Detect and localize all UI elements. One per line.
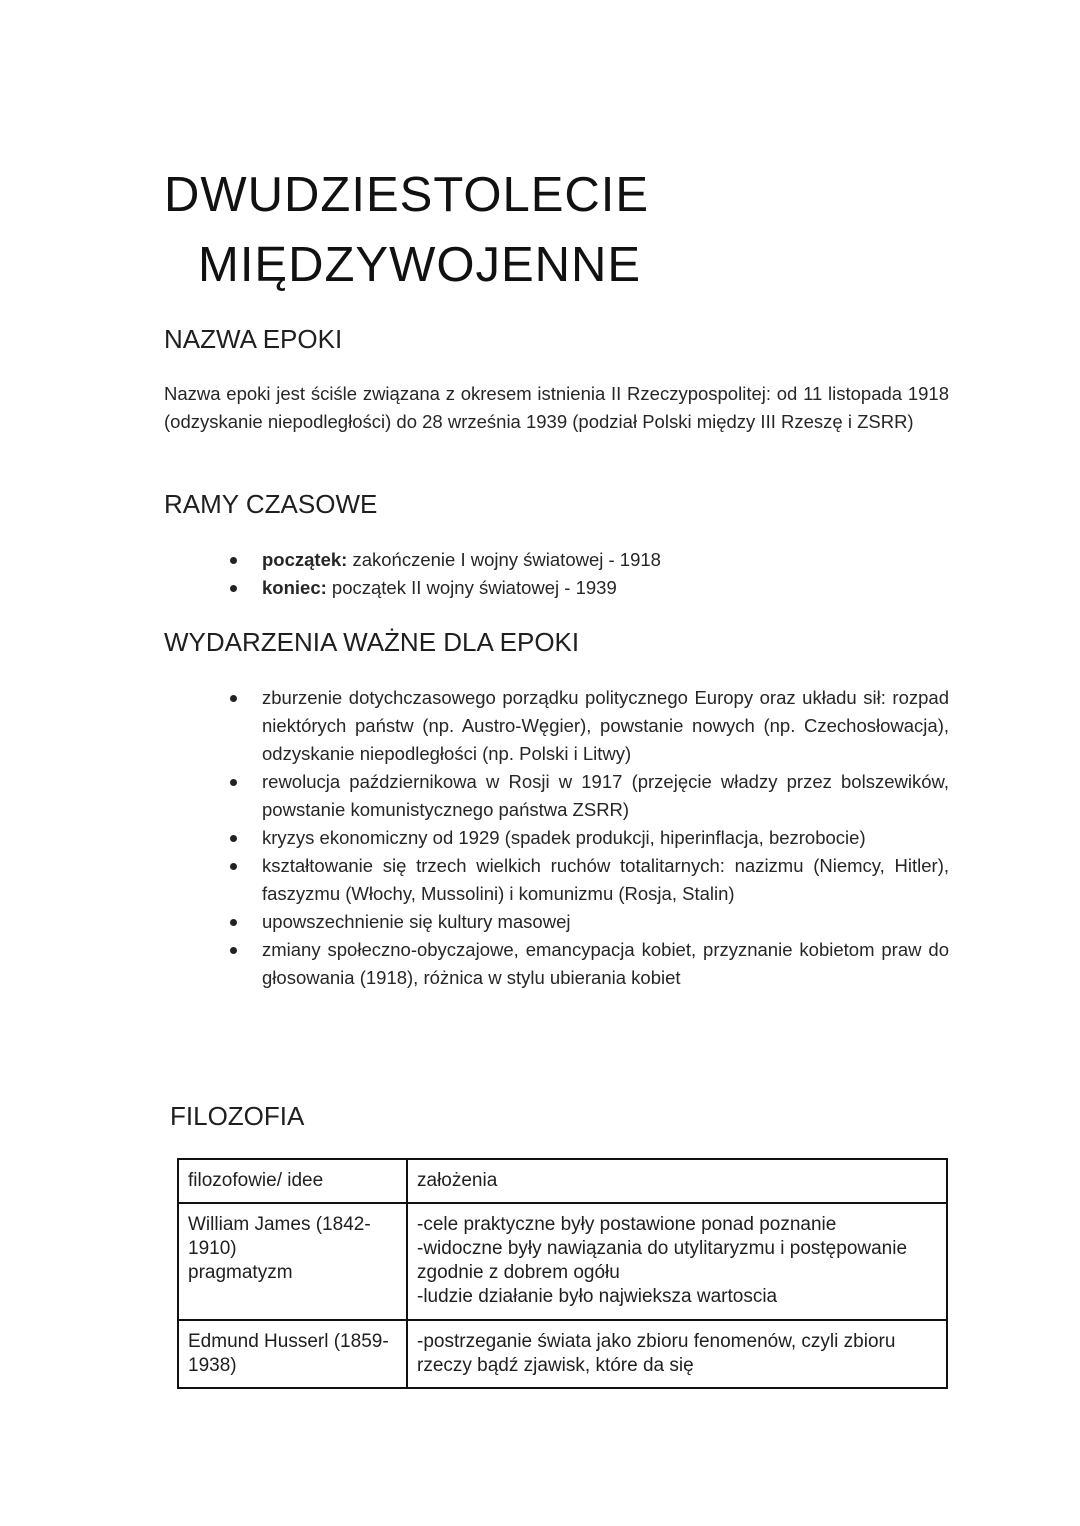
list-ramy-czasowe [226,546,949,602]
page-title [164,160,924,300]
list-item: kształtowanie się trzech wielkich ruchów totalitarnych: nazizmu (Niemcy, Hitler), faszyzmu (Włochy, Mussolini) i komunizmu (Rosja, Stalin) [226,852,949,908]
cell-line: William James (1842-1910) [188,1214,371,1259]
heading-filozofia: FILOZOFIA [170,1101,305,1131]
item-label: koniec: [262,577,327,598]
cell-line: -cele praktyczne były postawione ponad poznanie [417,1214,837,1235]
philosophy-table [177,1158,948,1389]
title-line-2: MIĘDZYWOJENNE [198,238,642,292]
list-item: zburzenie dotychczasowego porządku politycznego Europy oraz układu sił: rozpad niektórych państw (np. Austro-Węgier), powstanie nowych (np. Czechosłowacja), odzyskanie niepodległości (np. Polski i Litwy) [226,684,949,768]
list-item: rewolucja październikowa w Rosji w 1917 (przejęcie władzy przez bolszewików, powstanie komunistycznego państwa ZSRR) [226,768,949,824]
list-item: zmiany społeczno-obyczajowe, emancypacja kobiet, przyznanie kobietom praw do głosowania (1918), różnica w stylu ubierania kobiet [226,936,949,992]
heading-nazwa-epoki: NAZWA EPOKI [164,324,343,354]
table-cell [178,1203,407,1320]
table-row [178,1203,947,1320]
table-header-cell: filozofowie/ idee [178,1159,407,1203]
list-wydarzenia [226,684,949,992]
heading-ramy-czasowe: RAMY CZASOWE [164,489,378,519]
cell-line: -widoczne były nawiązania do utylitaryzmu i postępowanie zgodnie z dobrem ogółu [417,1238,908,1283]
cell-line: -postrzeganie świata jako zbioru fenomenów, czyli zbioru rzeczy bądź zjawisk, które da się [417,1331,896,1376]
list-item [226,546,949,574]
table-header-row [178,1159,947,1203]
paragraph-nazwa-epoki: Nazwa epoki jest ściśle związana z okresem istnienia II Rzeczypospolitej: od 11 listopada 1918 (odzyskanie niepodległości) do 28 września 1939 (podział Polski między III Rzeszę i ZSRR) [164,383,949,432]
item-label: początek: [262,549,348,570]
table-cell [178,1320,407,1388]
list-item: kryzys ekonomiczny od 1929 (spadek produkcji, hiperinflacja, bezrobocie) [226,824,949,852]
table-cell [407,1320,947,1388]
table-row [178,1320,947,1388]
cell-line: Edmund Husserl (1859-1938) [188,1331,389,1376]
title-line-1: DWUDZIESTOLECIE [164,168,650,222]
cell-line: pragmatyzm [188,1262,293,1283]
heading-wydarzenia: WYDARZENIA WAŻNE DLA EPOKI [164,627,580,657]
item-text: zakończenie I wojny światowej - 1918 [347,549,661,570]
item-text: początek II wojny światowej - 1939 [326,577,617,598]
table-cell [407,1203,947,1320]
list-item [226,574,949,602]
cell-line: -ludzie działanie było najwieksza wartoscia [417,1286,778,1307]
list-item: upowszechnienie się kultury masowej [226,908,949,936]
table-header-cell: założenia [407,1159,947,1203]
